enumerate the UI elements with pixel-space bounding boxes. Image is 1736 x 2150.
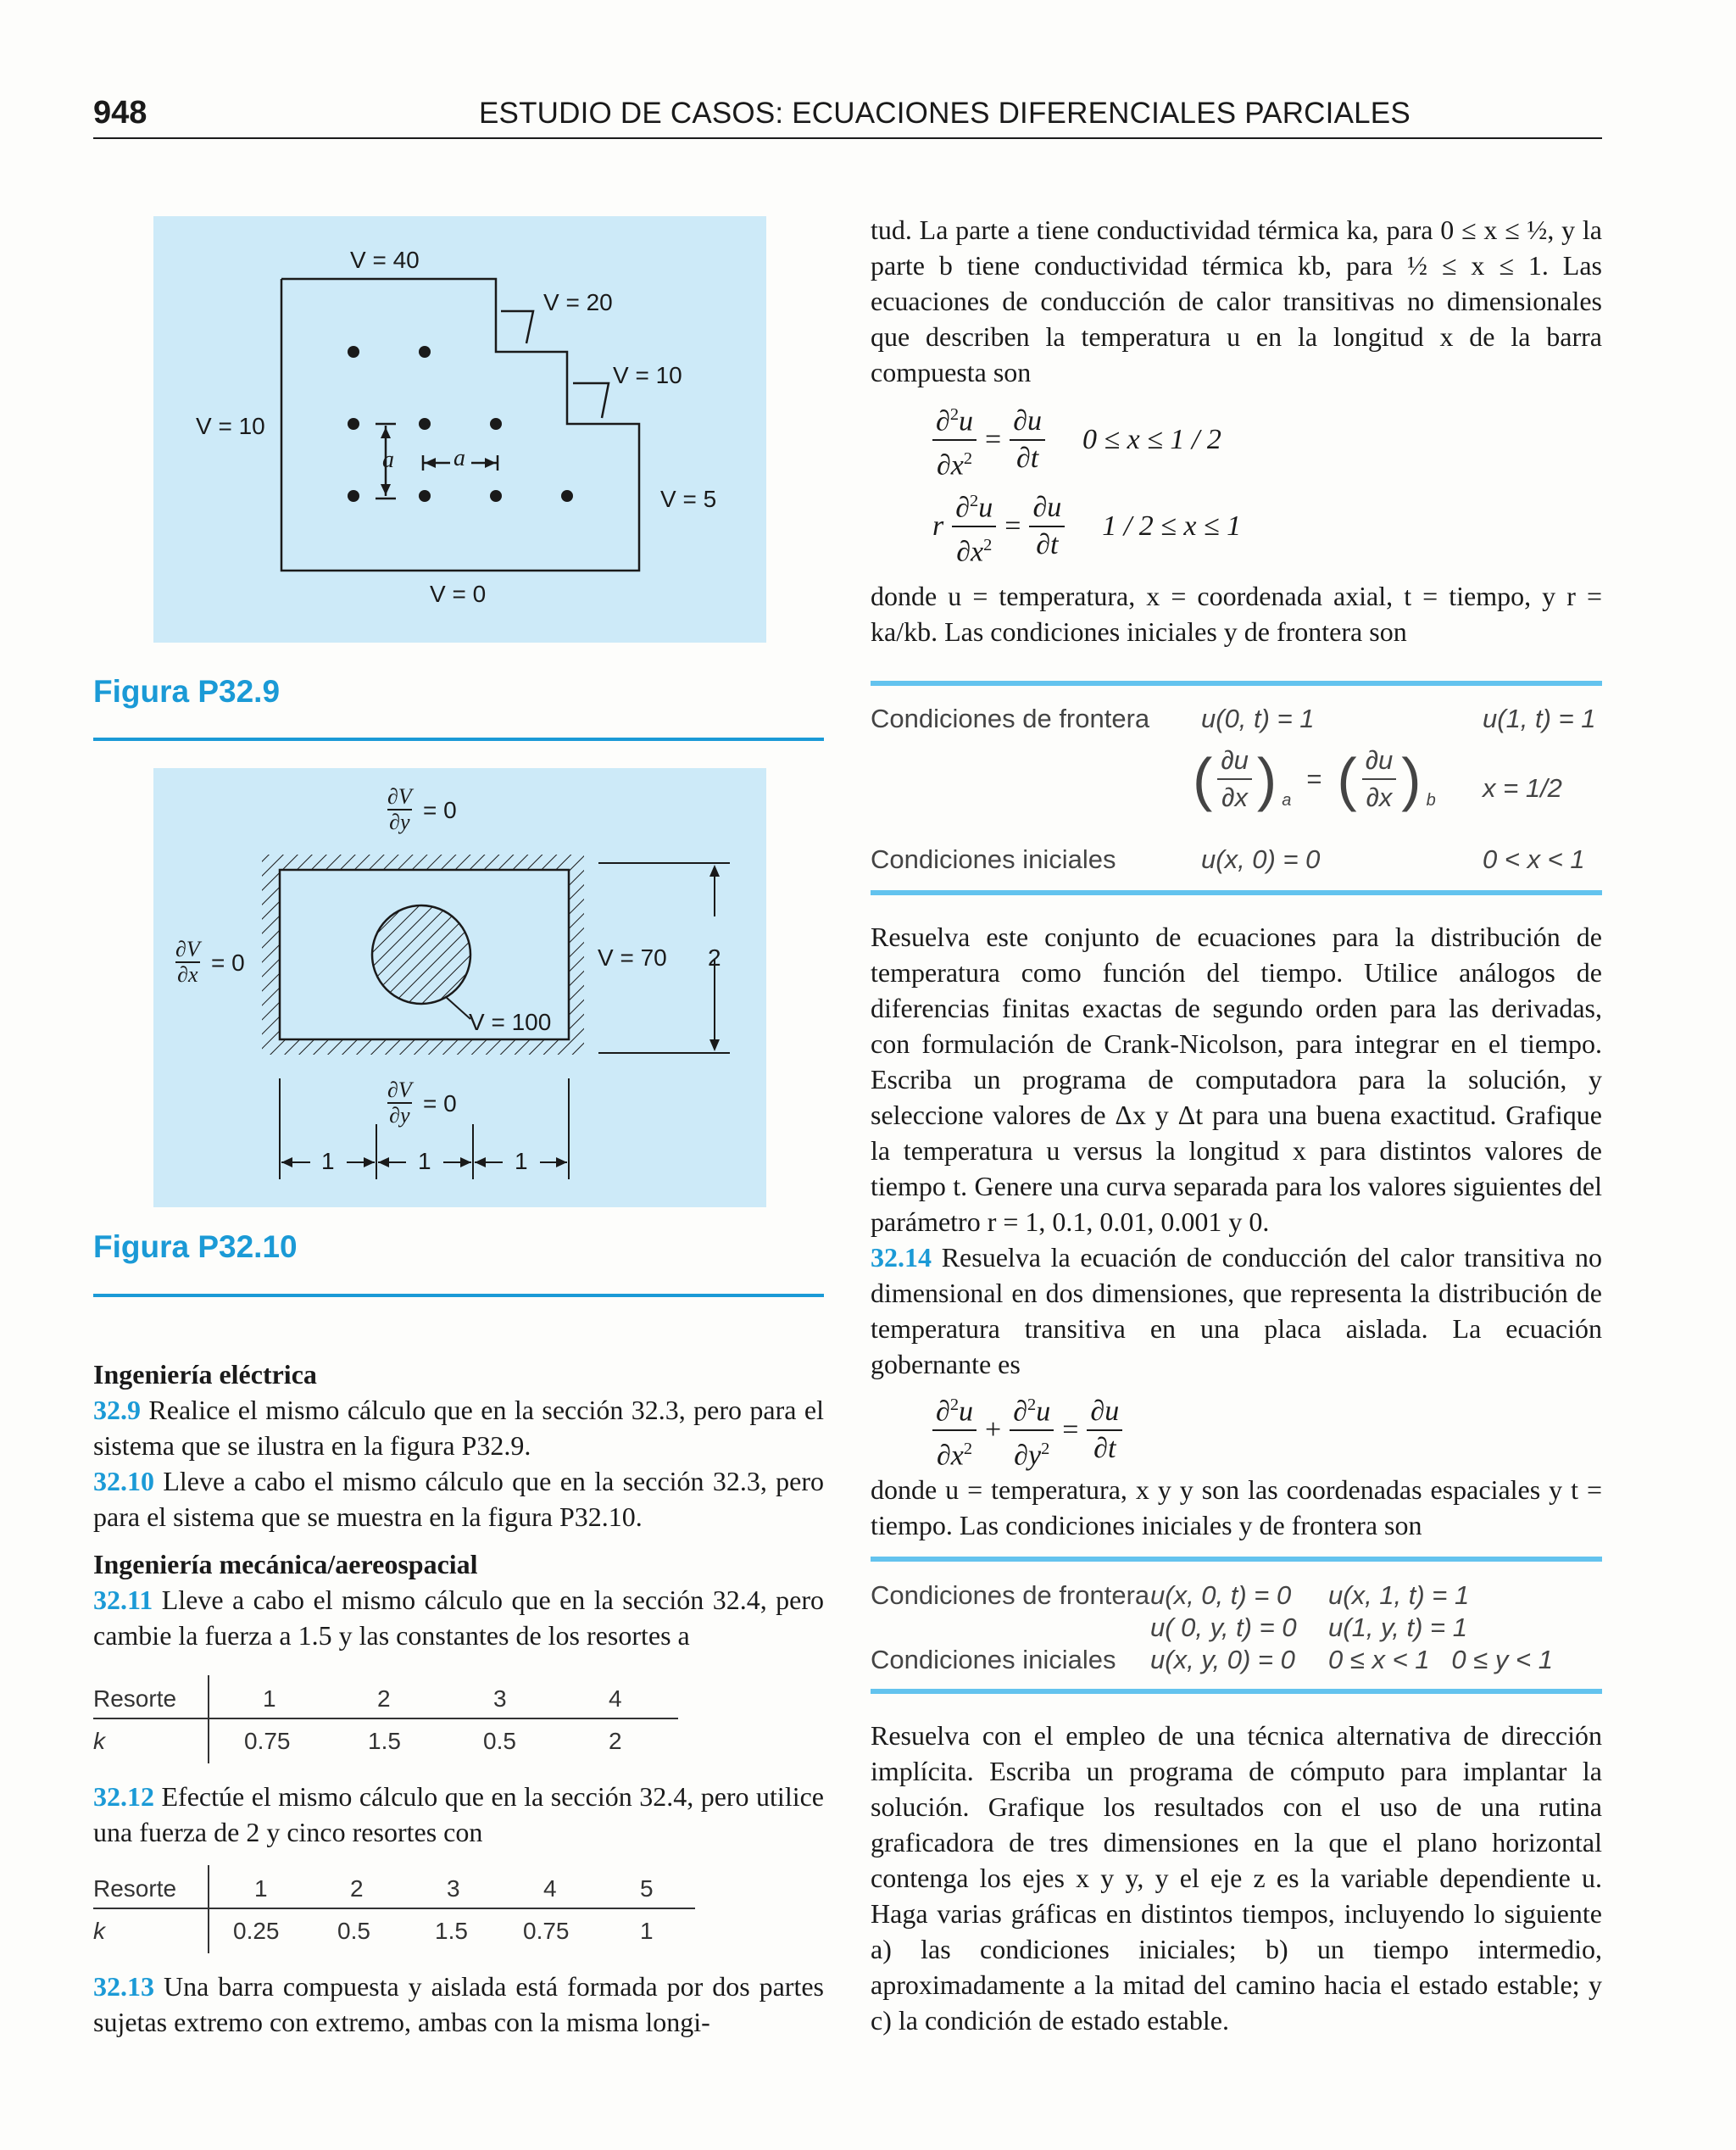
figure-p32-10-diagram [153,768,766,1207]
table-cell: 0.25 [233,1918,280,1944]
problem-number: 32.14 [871,1242,932,1273]
problem-number: 32.10 [93,1466,154,1496]
left-column-block-1 [93,1356,824,1653]
label-dvdy-top: ∂V ∂y [387,784,412,834]
bc-table-1-bottom-rule [871,890,1602,895]
bc-right: u(1, t) = 1 [1483,704,1596,733]
right-column-final: Resuelva con el empleo de una técnica alternativa de dirección implícita. Escriba un programa de cómputo para implantar la solución. Grafique los resultados con el uso de una rutina graficadora de tres dimensiones en la que el plano horizontal contenga los ejes x y y, y el eje z es la variable dependiente u. Haga varias gráficas en distintos tiempos, incluyendo lo siguiente a) las condiciones iniciales; b) un tiempo intermedio, aproximadamente a la mitad del camino hacia el estado estable; y c) la condición de estado estable. [871,1720,1602,2036]
domain-outline [281,279,639,571]
label-v0: V = 0 [430,581,487,607]
problem-number: 32.9 [93,1395,141,1425]
table-cell: 2 [350,1875,364,1902]
label-v5: V = 5 [660,486,717,512]
right-column-after-eq3: donde u = temperatura, x y y son las coordenadas espaciales y t = tiempo. Las condiciones iniciales y de frontera son [871,1474,1602,1540]
table-cell: 0.5 [337,1918,370,1944]
bc-1: u(x, 0, t) = 0 [1150,1580,1292,1610]
label-v10-left: V = 10 [196,413,265,439]
label-v40: V = 40 [350,247,420,273]
figure-p32-9-caption: Figura P32.9 [93,674,281,709]
table-cell: 4 [609,1685,622,1712]
bc-3: u( 0, y, t) = 0 [1150,1612,1297,1642]
problem-32-13: 32.13 Una barra compuesta y aislada está formada por dos partes sujetas extremo con extremo, ambas con la misma longi- [93,1971,825,2037]
label-a-vertical: a [382,447,394,473]
label-v100: V = 100 [469,1009,552,1035]
equation-2-range: 1 / 2 ≤ x ≤ 1 [1102,510,1242,543]
arrowheads [381,427,496,495]
equation-2: r $\frac{\partial^2u}{\partial x^2}$ = $\frac{\partial u}{\partial t}$ 1 / 2 ≤ x ≤ 1 [932,483,1241,571]
label-dim-1b: 1 [418,1148,431,1174]
table-cell: 0.5 [483,1728,516,1754]
initial-condition: u(x, y, 0) = 0 [1150,1645,1295,1674]
figure-p32-9-rule [93,738,824,741]
label-dvdx-val: = 0 [211,950,245,976]
table-cell: 3 [493,1685,507,1712]
table-row-header: Resorte [93,1685,177,1712]
label-dvdx: ∂V ∂x [175,937,200,987]
right-column-solve: Resuelva este conjunto de ecuaciones para la distribución de temperatura como función del tiempo. Utilice análogos de diferencias finitas exactas de segundo orden para las derivadas, con formulación de Crank-Nicolson, para integrar en el tiempo. Escriba un programa de computadora para la solución, y seleccione valores de Δx y Δt para una buena exactitud. Grafique la temperatura u versus la longitud x para distintos valores de tiempo t. Genere una curva separada para los valores siguientes del parámetro r = 1, 0.1, 0.01, 0.001 y 0. 32.14 Resuelva la ecuación de conducción del calor transitiva no dimensional en dos dimensiones, que representa la distribución de temperatura transitiva en una placa aislada. La ecuación gobernante es [871,919,1602,1382]
inner-conductor [372,905,470,1004]
table-row-k: k [93,1728,105,1754]
label-dim-1c: 1 [515,1148,528,1174]
figure-p32-10 [153,768,766,1207]
initial-range: 0 < x < 1 [1483,844,1585,874]
initial-label: Condiciones iniciales [871,844,1116,874]
problem-32-10: 32.10 Lleve a cabo el mismo cálculo que en la sección 32.3, pero para el sistema que se muestra en la figura P32.10. [93,1466,825,1532]
problem-32-13-continued: tud. La parte a tiene conductividad térmica ka, para 0 ≤ x ≤ ½, y la parte b tiene conductividad térmica kb, para ½ ≤ x ≤ 1. Las ecuaciones de conducción de calor transitivas no dimensionales que describen la temperatura u en la longitud x de la barra compuesta son [871,214,1602,387]
problem-32-11: 32.11 Lleve a cabo el mismo cálculo que en la sección 32.4, pero cambie la fuerza a 1.5 y las constantes de los resortes a [93,1585,825,1651]
figure-p32-9 [153,216,766,643]
bc-table-2 [871,1565,1602,1684]
equation-1: $\frac{\partial^2u}{\partial x^2}$ = $\frac{\partial u}{\partial t}$ 0 ≤ x ≤ 1 / 2 [932,397,1221,484]
bc-2: u(x, 1, t) = 1 [1328,1580,1470,1610]
label-dvdy-bottom-val: = 0 [423,1090,457,1117]
label-v20: V = 20 [543,289,613,315]
label-dvdy-top-val: = 0 [423,797,457,823]
table-cell: 0.75 [244,1728,291,1754]
initial-label: Condiciones iniciales [871,1645,1116,1674]
figure-p32-10-caption: Figura P32.10 [93,1229,298,1264]
page-number: 948 [93,95,147,131]
table-cell: 4 [543,1875,557,1902]
label-a-horizontal: a [453,445,465,471]
table-cell: 0.75 [523,1918,570,1944]
table-cell: 1.5 [435,1918,468,1944]
table-cell: 3 [447,1875,460,1902]
table-row-k: k [93,1918,105,1944]
table-row-header: Resorte [93,1875,177,1902]
bc-table-2-bottom-rule [871,1689,1602,1694]
spring-table-2 [93,1865,695,1953]
leader-v20 [501,311,533,343]
left-column-block-3 [93,1969,824,2040]
equation-3: $\frac{\partial^2u}{\partial x^2}$ + $\frac{\partial^2u}{\partial y^2}$ = $\frac{\partial u}{\partial t}$ [932,1387,1122,1474]
label-v10-step: V = 10 [613,362,682,388]
table-cell: 1 [640,1918,654,1944]
table-cell: 1 [254,1875,268,1902]
leader-v10 [573,383,609,418]
table-cell: 5 [640,1875,654,1902]
bc-4: u(1, y, t) = 1 [1328,1612,1467,1642]
problem-32-14: 32.14 Resuelva la ecuación de conducción del calor transitiva no dimensional en dos dimensiones, que representa la distribución de temperatura transitiva en una placa aislada. La ecuación gobernante es [871,1242,1603,1379]
right-column-after-eq: donde u = temperatura, x = coordenada axial, t = tiempo, y r = ka/kb. Las condiciones iniciales y de frontera son [871,581,1602,647]
problem-number: 32.12 [93,1781,154,1812]
right-column-intro [871,212,1602,390]
table-cell: 2 [377,1685,391,1712]
section-mechanical: Ingeniería mecánica/aereospacial [93,1549,478,1579]
left-column-block-2 [93,1779,824,1850]
problem-32-12: 32.12 Efectúe el mismo cálculo que en la sección 32.4, pero utilice una fuerza de 2 y cinco resortes con [93,1781,825,1847]
bc-table-1 [871,688,1602,892]
bc-left: u(0, t) = 1 [1201,704,1315,733]
problem-32-9: 32.9 Realice el mismo cálculo que en la sección 32.3, pero para el sistema que se ilustra en la figura P32.9. [93,1395,825,1461]
boundary-label: Condiciones de frontera [871,704,1150,733]
section-electrical: Ingeniería eléctrica [93,1359,317,1390]
initial-range: 0 ≤ x < 1 0 ≤ y < 1 [1328,1645,1553,1674]
label-dvdy-bottom: ∂V ∂y [387,1078,412,1128]
table-cell: 1.5 [368,1728,401,1754]
interface-condition: ( $\frac{\partial u}{\partial x}$ ) a = ( $\frac{\partial u}{\partial x}$ ) b [1193,743,1436,816]
initial-condition: u(x, 0) = 0 [1201,844,1321,874]
bc-table-1-top-rule [871,681,1602,686]
interface-location: x = 1/2 [1483,773,1562,803]
figure-p32-10-rule [93,1294,824,1297]
bc-table-2-top-rule [871,1557,1602,1562]
header-rule [93,137,1602,139]
table-cell: 2 [609,1728,622,1754]
running-head: ESTUDIO DE CASOS: ECUACIONES DIFERENCIALES PARCIALES [479,97,1410,130]
problem-number: 32.13 [93,1971,154,2002]
boundary-label: Condiciones de frontera [871,1580,1150,1610]
label-dim-1a: 1 [321,1148,335,1174]
label-v70: V = 70 [598,944,667,971]
problem-number: 32.11 [93,1585,153,1615]
label-height-dim: 2 [708,944,721,971]
equation-1-range: 0 ≤ x ≤ 1 / 2 [1082,424,1221,456]
table-cell: 1 [263,1685,276,1712]
spring-table-1 [93,1675,678,1763]
